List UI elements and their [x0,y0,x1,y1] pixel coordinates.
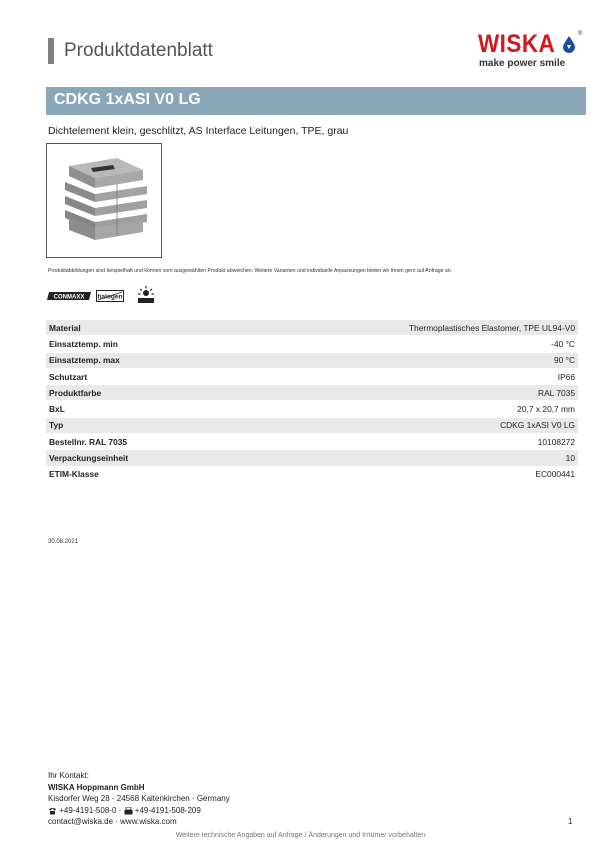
spec-label: Material [46,320,349,336]
seal-element-illustration [47,144,161,257]
product-title-band [46,87,586,115]
image-disclaimer: Produktabbildungen sind beispielhaft und können vom ausgewählten Produkt abweichen. Weitere Varianten und individuelle Anpassungen bieten wir Ihnen gern auf Anfrage an. [48,268,453,274]
spec-row-type [46,417,578,433]
spec-value: 10108272 [349,434,578,450]
contact-fax: +49-4191-508-209 [134,805,201,815]
logo-slogan: make power smile [479,58,566,69]
contact-block [48,770,230,828]
document-type-title: Produktdatenblatt [64,40,213,61]
uv-resistant-icon [136,286,156,304]
spec-label: Produktfarbe [46,385,349,401]
spec-value: 20,7 x 20,7 mm [349,401,578,417]
spec-row-order-number [46,434,578,450]
halogen-text: halogen [97,293,123,301]
spec-row-etim [46,466,578,482]
specifications-table [46,320,578,483]
spec-label: Verpackungseinheit [46,450,349,466]
header-accent-bar [48,38,54,64]
spec-value: Thermoplastisches Elastomer, TPE UL94-V0 [349,320,578,336]
spec-row-packaging [46,450,578,466]
spec-value: RAL 7035 [349,385,578,401]
wiska-logo [478,30,582,72]
spec-label: Einsatztemp. min [46,336,349,352]
spec-value: EC000441 [349,466,578,482]
spec-value: 10 [349,450,578,466]
product-description: Dichtelement klein, geschlitzt, AS Interface Leitungen, TPE, grau [48,125,349,137]
spec-label: ETIM-Klasse [46,466,349,482]
spec-label: Bestellnr. RAL 7035 [46,434,349,450]
spec-row-protection [46,368,578,384]
conmaxx-text: CONMAXX [53,294,85,301]
fax-icon [124,807,133,815]
logo-wordmark: WISKA [478,30,556,58]
spec-label: Einsatztemp. max [46,352,349,368]
contact-heading: Ihr Kontakt: [48,771,89,780]
spec-row-temp-max [46,352,578,368]
page-number: 1 [568,817,573,826]
spec-label: BxL [46,401,349,417]
spec-label: Schutzart [46,368,349,384]
spec-value: IP66 [349,368,578,384]
spec-value: CDKG 1xASI V0 LG [349,417,578,433]
document-date: 30.08.2021 [48,539,79,545]
contact-address: Kisdorfer Weg 28 · 24568 Kaltenkirchen · Germany [48,794,230,804]
contact-phone-fax-line [48,805,230,817]
conmaxx-logo [47,289,91,303]
halogen-free-icon [96,289,124,303]
logo-drop-icon [560,35,578,53]
spec-value: -40 °C [349,336,578,352]
product-image [46,143,162,258]
spec-label: Typ [46,417,349,433]
spec-row-color [46,385,578,401]
spec-row-material [46,320,578,336]
contact-company: WISKA Hoppmann GmbH [48,782,145,792]
footer-note: Weitere technische Angaben auf Anfrage / Änderungen und Irrtümer vorbehalten [175,832,426,839]
product-title: CDKG 1xASI V0 LG [54,91,201,108]
spec-row-dimensions [46,401,578,417]
contact-phone[interactable]: +49-4191-508-0 [59,805,117,815]
spec-row-temp-min [46,336,578,352]
phone-icon [48,807,57,815]
contact-email-web[interactable]: contact@wiska.de · www.wiska.com [48,817,177,827]
logo-registered-mark: ® [578,31,583,37]
contact-separator: · [118,805,122,815]
spec-value: 90 °C [349,352,578,368]
